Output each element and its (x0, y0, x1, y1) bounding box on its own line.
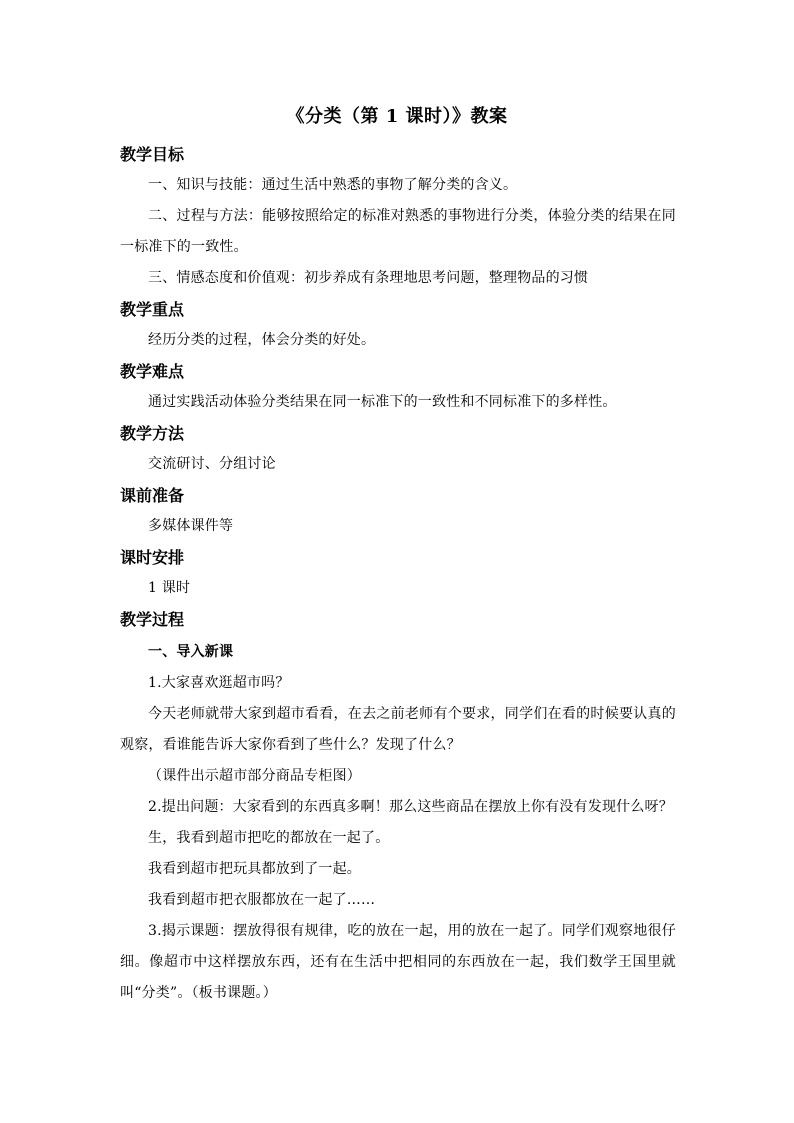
process-paragraph-5: 我看到超市把衣服都放在一起了…… (148, 892, 376, 908)
schedule-text: 1 课时 (148, 580, 191, 596)
methods-text: 交流研讨、分组讨论 (148, 456, 276, 472)
preparation-text: 多媒体课件等 (148, 518, 234, 534)
process-paragraph-1: 今天老师就带大家到超市看看，在去之前老师有个要求，同学们在看的时候要认真的观察，看谁能告诉大家你看到了些什么？发现了什么？ (120, 706, 676, 753)
process-question-3: 3.揭示课题：摆放得很有规律，吃的放在一起，用的放在一起了。同学们观察地很仔细。像超市中这样摆放东西，还有在生活中把相同的东西放在一起，我们数学王国里就叫“分类”。（板书课题。） (120, 923, 676, 1001)
goal-process: 二、过程与方法：能够按照给定的标准对熟悉的事物进行分类，体验分类的结果在同一标准下的一致性。 (120, 208, 676, 255)
key-points-text: 经历分类的过程，体会分类的好处。 (148, 332, 376, 348)
document-title: 《分类（第 1 课时）》教案 (286, 106, 508, 127)
process-paragraph-2: （课件出示超市部分商品专柜图） (148, 768, 361, 784)
heading-schedule: 课时安排 (120, 548, 185, 567)
heading-preparation: 课前准备 (120, 486, 185, 505)
goal-knowledge: 一、知识与技能：通过生活中熟悉的事物了解分类的含义。 (148, 177, 518, 193)
goal-attitude: 三、情感态度和价值观：初步养成有条理地思考问题，整理物品的习惯 (148, 270, 589, 286)
process-question-1: 1.大家喜欢逛超市吗？ (148, 675, 290, 691)
difficulties-text: 通过实践活动体验分类结果在同一标准下的一致性和不同标准下的多样性。 (148, 394, 617, 410)
heading-difficulties: 教学难点 (120, 362, 185, 381)
heading-process: 教学过程 (120, 610, 185, 629)
heading-methods: 教学方法 (120, 424, 185, 443)
process-paragraph-3: 生，我看到超市把吃的都放在一起了。 (148, 830, 390, 846)
heading-key-points: 教学重点 (120, 300, 185, 319)
process-subheading-intro: 一、导入新课 (148, 644, 234, 660)
process-question-2: 2.提出问题：大家看到的东西真多啊！那么这些商品在摆放上你有没有发现什么呀？ (148, 799, 673, 815)
process-paragraph-4: 我看到超市把玩具都放到了一起。 (148, 861, 361, 877)
heading-teaching-goals: 教学目标 (120, 145, 185, 164)
